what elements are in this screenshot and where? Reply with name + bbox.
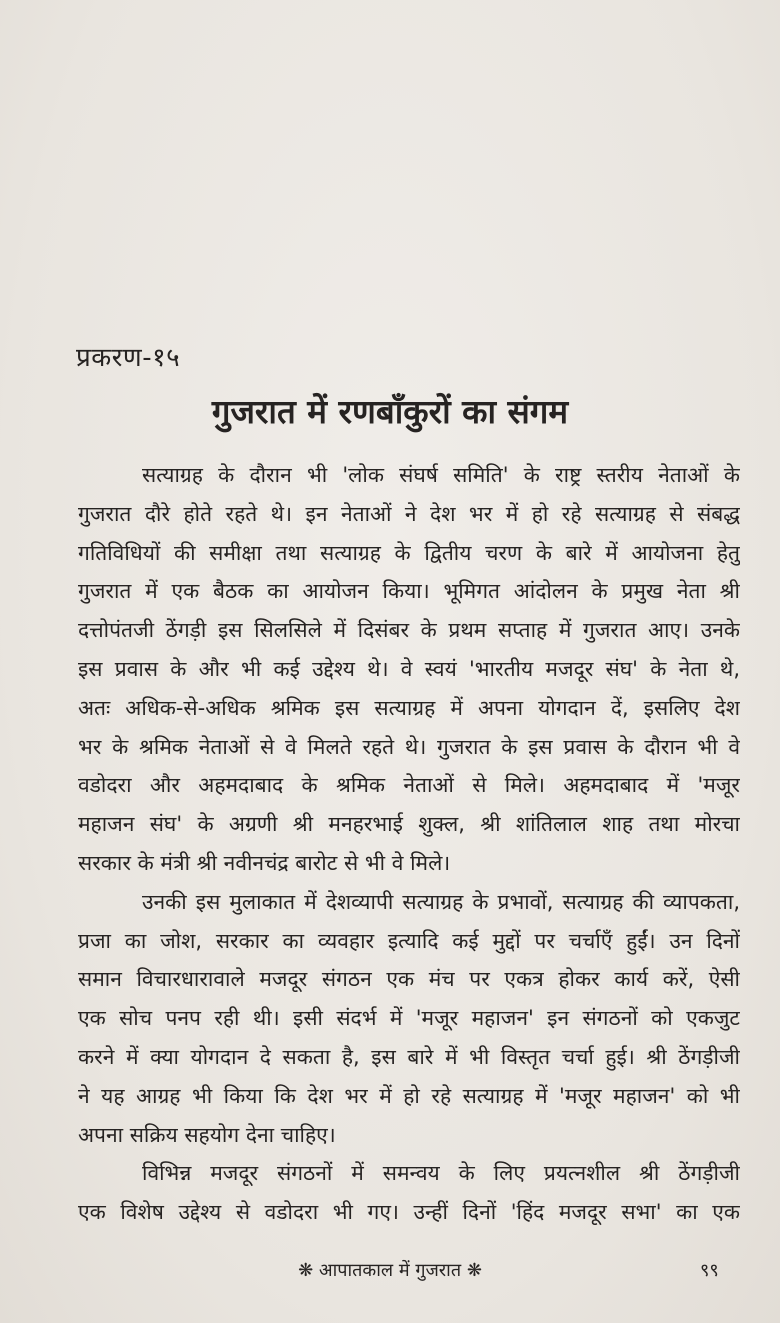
text-line: भर के श्रमिक नेताओं से वे मिलते रहते थे। गुजरात के इस प्रवास के दौरान भी वे <box>78 734 740 759</box>
text-line: गुजरात दौरे होते रहते थे। इन नेताओं ने देश भर में हो रहे सत्याग्रह से संबद्ध <box>78 501 740 526</box>
text-line: सरकार के मंत्री श्री नवीनचंद्र बारोट से भी वे मिले। <box>78 850 451 875</box>
text-line: वडोदरा और अहमदाबाद के श्रमिक नेताओं से मिले। अहमदाबाद में 'मजूर <box>78 773 740 798</box>
text-line: समान विचारधारावाले मजदूर संगठन एक मंच पर एकत्र होकर कार्य करें, ऐसी <box>78 967 740 992</box>
text-line: गुजरात में एक बैठक का आयोजन किया। भूमिगत आंदोलन के प्रमुख नेता श्री <box>78 579 740 604</box>
text-line: गतिविधियों की समीक्षा तथा सत्याग्रह के द्वितीय चरण के बारे में आयोजना हेतु <box>78 540 740 565</box>
text-line: ने यह आग्रह भी किया कि देश भर में हो रहे सत्याग्रह में 'मजूर महाजन' को भी <box>78 1083 740 1108</box>
text-line: एक विशेष उद्देश्य से वडोदरा भी गए। उन्हीं दिनों 'हिंद मजदूर सभा' का एक <box>78 1200 740 1225</box>
text-line: इस प्रवास के और भी कई उद्देश्य थे। वे स्वयं 'भारतीय मजदूर संघ' के नेता थे, <box>78 656 740 681</box>
running-footer: ❋ आपातकाल में गुजरात ❋ <box>298 1260 482 1281</box>
chapter-label: प्रकरण-१५ <box>76 343 181 373</box>
text-line: प्रजा का जोश, सरकार का व्यवहार इत्यादि कई मुद्दों पर चर्चाएँ हुईं। उन दिनों <box>78 928 740 953</box>
text-line: महाजन संघ' के अग्रणी श्री मनहरभाई शुक्ल, श्री शांतिलाल शाह तथा मोरचा <box>78 812 740 837</box>
paragraph <box>78 456 740 883</box>
text-line: एक सोच पनप रही थी। इसी संदर्भ में 'मजूर महाजन' इन संगठनों को एकजुट <box>78 1006 740 1031</box>
body-text <box>78 456 740 1232</box>
paragraph <box>78 1154 740 1232</box>
page-number: ९९ <box>700 1260 719 1281</box>
text-line: उनकी इस मुलाकात में देशव्यापी सत्याग्रह के प्रभावों, सत्याग्रह की व्यापकता, <box>142 889 740 914</box>
text-line: अतः अधिक-से-अधिक श्रमिक इस सत्याग्रह में अपना योगदान दें, इसलिए देश <box>78 695 740 720</box>
text-line: अपना सक्रिय सहयोग देना चाहिए। <box>78 1122 336 1147</box>
text-line: करने में क्या योगदान दे सकता है, इस बारे में भी विस्तृत चर्चा हुई। श्री ठेंगड़ीजी <box>78 1044 740 1069</box>
chapter-title: गुजरात में रणबाँकुरों का संगम <box>211 392 569 431</box>
paragraph <box>78 883 740 1155</box>
text-line: दत्तोपंतजी ठेंगड़ी इस सिलसिले में दिसंबर के प्रथम सप्ताह में गुजरात आए। उनके <box>78 618 740 643</box>
text-line: सत्याग्रह के दौरान भी 'लोक संघर्ष समिति' के राष्ट्र स्तरीय नेताओं के <box>142 463 740 487</box>
text-line: विभिन्न मजदूर संगठनों में समन्वय के लिए प्रयत्नशील श्री ठेंगड़ीजी <box>142 1161 740 1186</box>
